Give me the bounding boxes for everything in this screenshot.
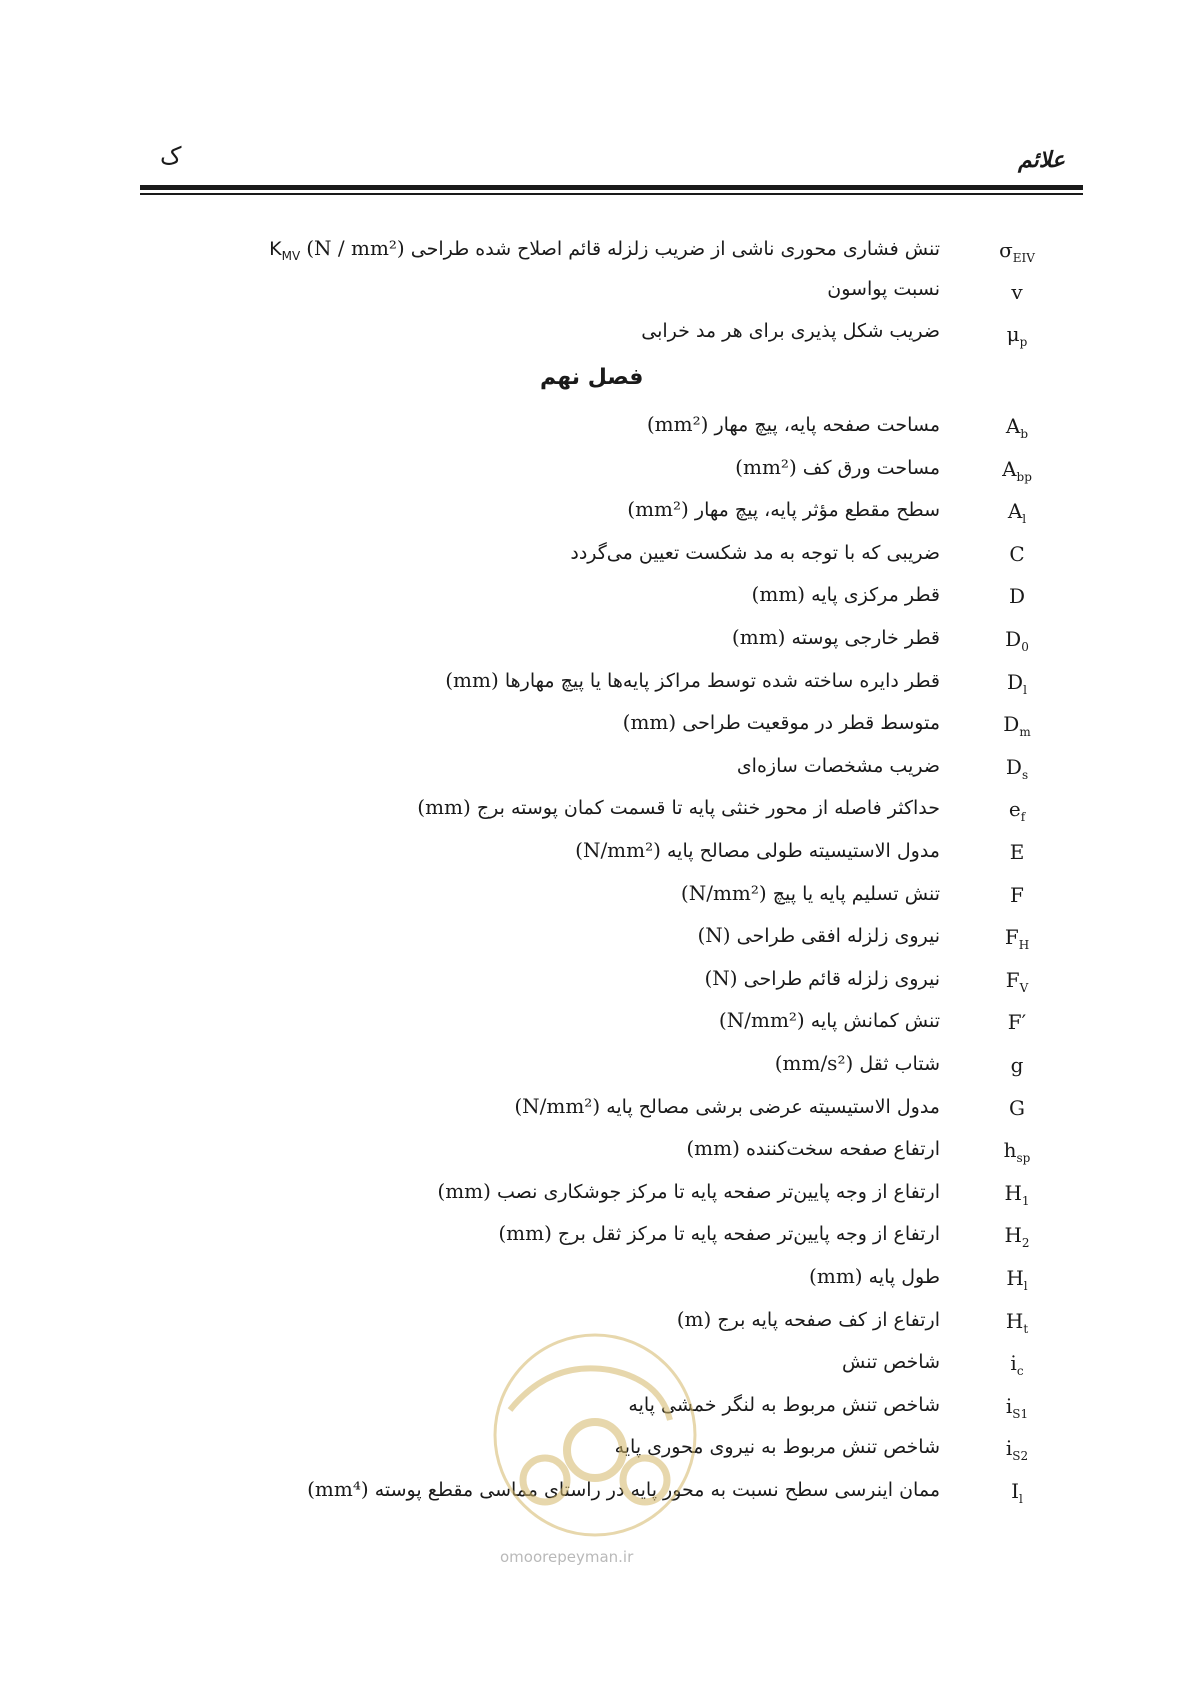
symbol-description: شاخص تنش <box>841 1351 940 1374</box>
symbol: E <box>1009 840 1025 864</box>
symbol: $A_{bp}$ <box>1002 456 1032 484</box>
page-header-title: علائم <box>1017 148 1065 173</box>
symbol-row <box>140 1090 1085 1130</box>
symbol: $D_m$ <box>1003 712 1031 740</box>
symbol-row <box>140 834 1085 874</box>
symbol-description: نیروی زلزله قائم طراحی (N) <box>704 965 940 990</box>
symbol-description: ارتفاع از وجه پایین‌تر صفحه پایه تا مرکز ثقل برج (mm) <box>498 1221 940 1246</box>
symbol-description: قطر مرکزی پایه (mm) <box>751 582 940 607</box>
symbol-row <box>140 536 1085 576</box>
watermark-url: omoorepeyman.ir <box>500 1548 634 1566</box>
symbol-description: مدول الاستیسیته طولی مصالح پایه (N/mm²) <box>575 838 940 862</box>
symbol-row <box>140 274 1085 314</box>
symbol-row <box>140 1217 1085 1257</box>
symbol-description: شتاب ثقل (mm/s²) <box>774 1051 940 1075</box>
symbol-row <box>140 664 1085 704</box>
symbol-description: مساحت صفحه پایه، پیچ مهار (mm²) <box>646 412 940 436</box>
symbol: $F_V$ <box>1005 967 1029 995</box>
symbol-row <box>140 451 1085 491</box>
symbol-description: حداکثر فاصله از محور خنثی پایه تا قسمت کمان پوسته برج (mm) <box>417 795 940 820</box>
symbol: F <box>1010 882 1024 907</box>
symbol-description: تنش کمانش پایه (N/mm²) <box>718 1008 940 1033</box>
symbol-row <box>140 493 1085 533</box>
symbol: $D_0$ <box>1005 627 1029 654</box>
symbol-description: طول پایه (mm) <box>809 1264 940 1288</box>
symbol: $i_c$ <box>1010 1351 1024 1379</box>
symbol-description: ضریب مشخصات سازه‌ای <box>736 754 940 777</box>
symbol: $H_1$ <box>1004 1180 1030 1208</box>
symbol-row <box>140 621 1085 661</box>
symbol: $h_{sp}$ <box>1003 1138 1031 1166</box>
symbol: g <box>1010 1053 1024 1077</box>
symbol: D <box>1008 584 1026 609</box>
symbol-row <box>140 1004 1085 1044</box>
symbol: $i_{S1}$ <box>1005 1393 1029 1421</box>
symbol: v <box>1011 280 1023 304</box>
symbol-row <box>140 1132 1085 1172</box>
symbol: $H_l$ <box>1006 1266 1028 1293</box>
symbol-description: ارتفاع صفحه سخت‌کننده (mm) <box>686 1136 940 1161</box>
symbol-row <box>140 749 1085 789</box>
symbol-description: ارتفاع از کف صفحه پایه برج (m) <box>676 1306 940 1331</box>
symbol-description: نسبت پواسون <box>827 278 940 300</box>
symbol-description: ممان اینرسی سطح نسبت به محور پایه در راستای مماسی مقطع پوسته (mm⁴) <box>307 1477 940 1501</box>
symbol: $H_2$ <box>1004 1223 1030 1251</box>
section-title: فصل نهم <box>540 365 644 390</box>
page-number: ک <box>160 142 182 170</box>
symbol-row <box>140 578 1085 618</box>
symbol: $\mu_p$ <box>1006 322 1028 349</box>
symbol-row <box>140 1260 1085 1300</box>
symbol-description: شاخص تنش مربوط به لنگر خمشی پایه <box>628 1393 940 1416</box>
symbol-description: قطر دایره ساخته شده توسط مراکز پایه‌ها یا پیچ مهارها (mm) <box>445 667 940 692</box>
symbol-row <box>140 408 1085 448</box>
symbol-row <box>140 919 1085 959</box>
symbol-description: ضریب شکل پذیری برای هر مد خرابی <box>641 320 940 342</box>
symbol-row <box>140 1047 1085 1087</box>
symbol: $A_b$ <box>1005 414 1029 441</box>
symbol: $F_H$ <box>1004 925 1030 953</box>
symbol-description: مدول الاستیسیته عرضی برشی مصالح پایه (N/mm²) <box>514 1093 940 1118</box>
symbol: F′ <box>1007 1010 1027 1035</box>
symbol-description: ضریبی که با توجه به مد شکست تعیین می‌گردد <box>570 541 940 564</box>
symbol-row <box>140 706 1085 746</box>
symbol-row <box>140 791 1085 831</box>
symbol-description: تنش فشاری محوری ناشی از ضریب زلزله قائم اصلاح شده طراحی $K_{MV}$ (N / mm²) <box>269 236 940 263</box>
symbol-description: نیروی زلزله افقی طراحی (N) <box>697 923 940 948</box>
symbol-row <box>140 962 1085 1002</box>
symbol-description: متوسط قطر در موقعیت طراحی (mm) <box>622 710 940 735</box>
symbol: C <box>1009 541 1025 566</box>
symbol: G <box>1009 1095 1025 1120</box>
header-rule-thick <box>140 185 1083 190</box>
symbol-row <box>140 316 1085 356</box>
symbol: $D_l$ <box>1007 669 1027 697</box>
symbol-row <box>140 232 1085 272</box>
symbol: $H_t$ <box>1005 1308 1029 1336</box>
symbol-row <box>140 877 1085 917</box>
symbol-description: ارتفاع از وجه پایین‌تر صفحه پایه تا مرکز جوشکاری نصب (mm) <box>437 1178 940 1203</box>
symbol-row <box>140 1175 1085 1215</box>
symbol-description: شاخص تنش مربوط به نیروی محوری پایه <box>614 1436 940 1459</box>
symbol: $I_l$ <box>1011 1479 1023 1506</box>
symbol-description: سطح مقطع مؤثر پایه، پیچ مهار (mm²) <box>627 497 940 522</box>
watermark-logo-icon <box>490 1330 700 1540</box>
symbol: $\sigma_{EIV}$ <box>999 238 1035 265</box>
symbol: $i_{S2}$ <box>1005 1436 1029 1464</box>
symbol: $D_s$ <box>1005 754 1029 782</box>
header-rule-thin <box>140 193 1083 195</box>
symbol: $A_l$ <box>1007 499 1027 527</box>
symbol-description: مساحت ورق کف (mm²) <box>735 454 940 479</box>
symbol-description: تنش تسلیم پایه یا پیچ (N/mm²) <box>680 880 940 905</box>
symbol: $e_f$ <box>1008 797 1026 825</box>
symbol-description: قطر خارجی پوسته (mm) <box>731 625 940 649</box>
